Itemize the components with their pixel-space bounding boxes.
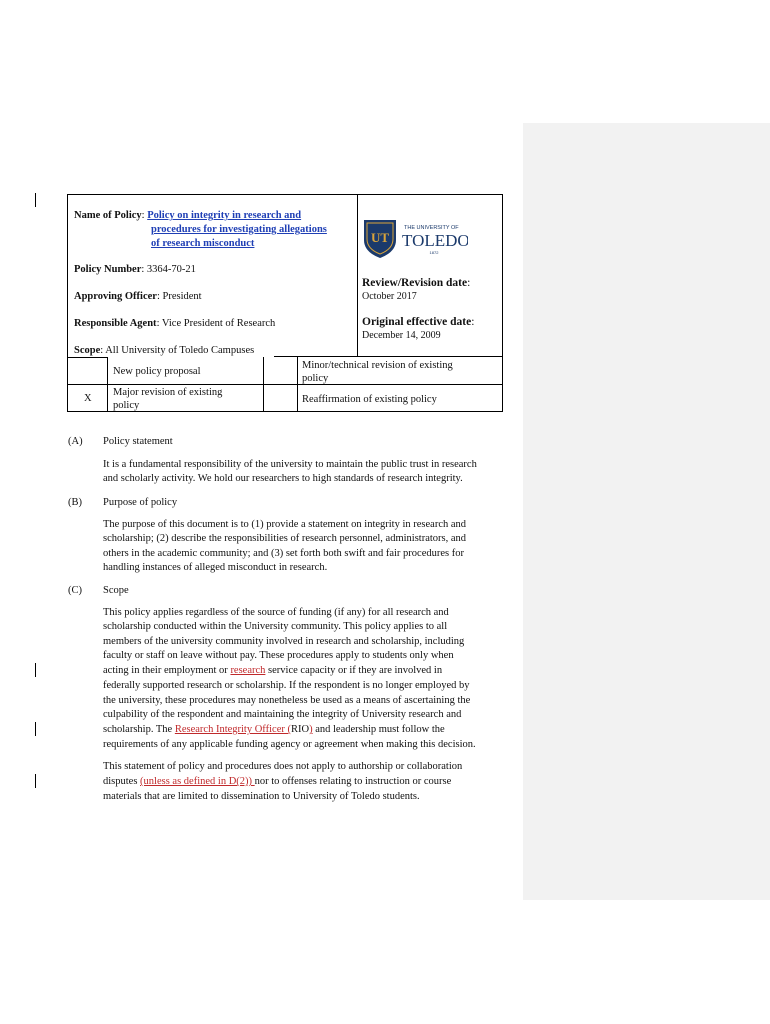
scope-label: Scope: [74, 345, 101, 356]
policy-number-label: Policy Number: [74, 264, 142, 275]
section-a-text: and scholarly activity. We hold our researchers to high standards of research integrity.: [103, 473, 463, 484]
section-c-text: members of the university community involved in research and scholarship, including: [103, 636, 465, 647]
effective-date-value: December 14, 2009: [362, 330, 441, 341]
section-c-text: This statement of policy and procedures does not apply to authorship or collaboration: [103, 761, 463, 772]
checklist-minor-revision: policy: [302, 373, 329, 384]
section-c-text: scholarship conducted within the University community. This policy applies to all: [103, 621, 448, 632]
section-a-title: Policy statement: [103, 436, 173, 447]
table-divider: [263, 357, 264, 412]
revision-inserted-text: research: [230, 665, 266, 676]
policy-name-link[interactable]: procedures for investigating allegations: [151, 224, 327, 235]
change-bar: [35, 663, 36, 677]
revision-inserted-text: Research Integrity Officer (: [174, 724, 291, 735]
svg-text:1872: 1872: [429, 250, 439, 255]
section-a-text: It is a fundamental responsibility of the university to maintain the public trust in research: [103, 459, 477, 470]
responsible-agent-value: : Vice President of Research: [156, 318, 276, 329]
review-date-value: October 2017: [362, 291, 417, 302]
effective-date-row: [362, 316, 474, 329]
section-c-text: faculty or staff on leave without pay. These procedures apply to students only when: [103, 650, 454, 661]
responsible-agent-label: Responsible Agent: [74, 318, 157, 329]
text-run: and leadership must follow the: [312, 724, 445, 735]
responsible-agent-row: [74, 317, 275, 330]
university-of-toledo-logo: [362, 218, 468, 258]
checklist-reaffirmation: Reaffirmation of existing policy: [302, 394, 437, 405]
policy-number-value: : 3364-70-21: [141, 264, 196, 275]
colon: :: [141, 210, 145, 221]
table-divider: [274, 356, 503, 357]
svg-text:UT: UT: [370, 230, 390, 245]
approving-officer-value: : President: [156, 291, 202, 302]
checklist-major-revision: Major revision of existing: [113, 387, 223, 398]
section-c-text: [103, 723, 445, 736]
text-run: scholarship. The: [103, 724, 175, 735]
comment-pane: [523, 123, 770, 900]
section-b-text: The purpose of this document is to (1) provide a statement on integrity in research and: [103, 519, 467, 530]
section-c-text: culpability of the respondent and maintaining the integrity of University research and: [103, 709, 462, 720]
change-bar: [35, 193, 36, 207]
section-c-text: federally supported research or scholarship. If the respondent is no longer employed by: [103, 680, 470, 691]
table-divider: [357, 194, 358, 357]
checklist-minor-revision: Minor/technical revision of existing: [302, 360, 453, 371]
effective-date-label: Original effective date: [362, 316, 472, 328]
svg-text:THE UNIVERSITY OF: THE UNIVERSITY OF: [404, 225, 459, 231]
text-run: disputes: [103, 776, 141, 787]
policy-name-row: [74, 209, 301, 222]
checklist-major-revision: policy: [113, 400, 140, 411]
scope-value: : All University of Toledo Campuses: [100, 345, 255, 356]
table-divider: [67, 384, 503, 385]
section-c-text: [103, 775, 451, 788]
section-c-text: requirements of any applicable funding agency or agreement when making this decision.: [103, 739, 476, 750]
text-run: RIO: [290, 724, 310, 735]
colon: :: [471, 316, 475, 328]
section-a-label: (A): [68, 436, 83, 447]
section-c-text: This policy applies regardless of the source of funding (if any) for all research and: [103, 607, 449, 618]
text-run: acting in their employment or: [103, 665, 231, 676]
section-c-text: materials that are limited to dissemination to University of Toledo students.: [103, 791, 420, 802]
policy-number-row: [74, 263, 196, 276]
checklist-mark: X: [84, 393, 92, 404]
change-bar: [35, 722, 36, 736]
review-date-row: [362, 277, 470, 290]
svg-text:TOLEDO: TOLEDO: [402, 231, 468, 250]
change-bar: [35, 774, 36, 788]
policy-name-link[interactable]: of research misconduct: [151, 238, 255, 249]
text-run: service capacity or if they are involved in: [265, 665, 443, 676]
section-b-text: others in the academic community; and (3) set forth both swift and fair procedures for: [103, 548, 464, 559]
section-b-title: Purpose of policy: [103, 497, 178, 508]
table-divider: [107, 357, 108, 412]
shield-icon: [362, 218, 468, 258]
section-c-title: Scope: [103, 585, 129, 596]
section-c-text: the university, these procedures may nonetheless be used as a means of ascertaining the: [103, 695, 471, 706]
review-date-label: Review/Revision date: [362, 277, 468, 289]
revision-inserted-text: ): [309, 724, 313, 735]
checklist-new-policy: New policy proposal: [113, 366, 201, 377]
section-b-text: scholarship; (2) describe the responsibilities of research personnel, administrators, and: [103, 533, 467, 544]
table-divider: [297, 357, 298, 412]
colon: :: [467, 277, 471, 289]
scope-row: [74, 344, 254, 357]
revision-inserted-text: (unless as defined in D(2)): [140, 776, 255, 787]
text-run: nor to offenses relating to instruction or course: [254, 776, 452, 787]
table-divider: [67, 357, 107, 358]
policy-name-link[interactable]: Policy on integrity in research and: [147, 210, 302, 221]
policy-name-label: Name of Policy: [74, 210, 142, 221]
section-b-label: (B): [68, 497, 82, 508]
section-b-text: handling instances of alleged misconduct in research.: [103, 562, 328, 573]
section-c-text: [103, 664, 442, 677]
approving-officer-label: Approving Officer: [74, 291, 157, 302]
approving-officer-row: [74, 290, 202, 303]
section-c-label: (C): [68, 585, 82, 596]
